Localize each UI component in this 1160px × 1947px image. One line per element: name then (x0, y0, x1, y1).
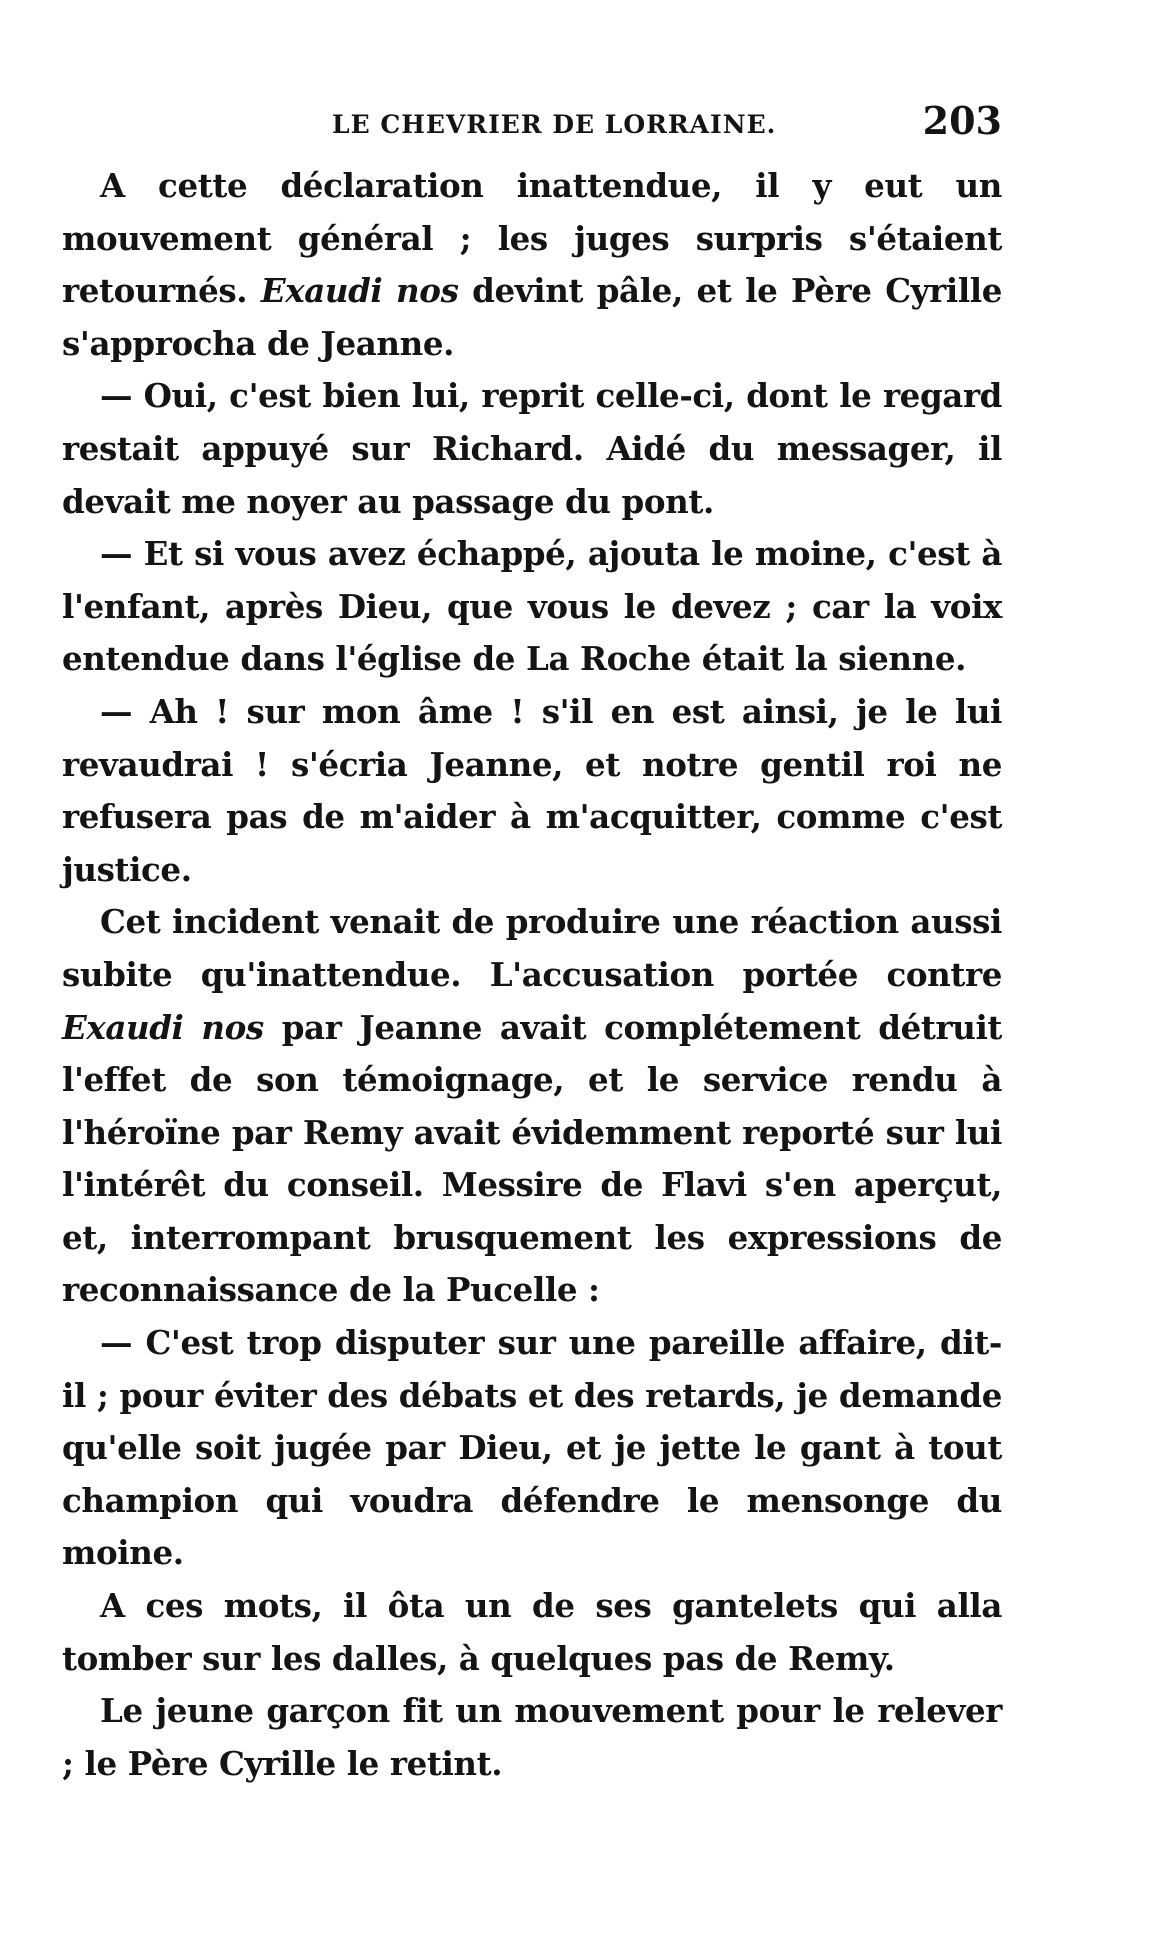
paragraph-5-text-a: Cet incident venait de produire une réaction aussi subite qu'inattendue. L'accusation portée contre (62, 902, 1002, 994)
page-number: 203 (922, 98, 1002, 143)
paragraph-2: — Oui, c'est bien lui, reprit celle-ci, dont le regard restait appuyé sur Richard. Aidé du messager, il devait me noyer au passage du pont. (62, 376, 1002, 521)
paragraph-4: — Ah ! sur mon âme ! s'il en est ainsi, je le lui revaudrai ! s'écria Jeanne, et notre gentil roi ne refusera pas de m'aider à m'acquitter, comme c'est justice. (62, 691, 1002, 889)
paragraph-3: — Et si vous avez échappé, ajouta le moine, c'est à l'enfant, après Dieu, que vous le devez ; car la voix entendue dans l'église de La Roche était la sienne. (62, 534, 1002, 679)
paragraph-7: A ces mots, il ôta un de ses gantelets qui alla tomber sur les dalles, à quelques pas de Remy. (62, 1586, 1002, 1678)
paragraph-5-italic-name: Exaudi nos (62, 1007, 264, 1047)
paragraph-1 (62, 160, 1002, 370)
paragraph-8: Le jeune garçon fit un mouvement pour le relever ; le Père Cyrille le retint. (62, 1691, 1002, 1783)
body-text (62, 160, 1002, 1790)
paragraph-1-text-a: A cette déclaration inattendue, il y eut un mouvement général ; les juges surpris s'étaient retournés. (62, 166, 1002, 311)
running-head (62, 96, 1002, 146)
paragraph-6: — C'est trop disputer sur une pareille affaire, dit-il ; pour éviter des débats et des retards, je demande qu'elle soit jugée par Dieu, et je jette le gant à tout champion qui voudra défendre le mensonge du moine. (62, 1323, 1002, 1573)
book-page (62, 96, 1002, 1896)
paragraph-5-text-b: par Jeanne avait complétement détruit l'effet de son témoignage, et le service rendu à l'héroïne par Remy avait évidemment reporté sur lui l'intérêt du conseil. Messire de Flavi s'en aperçut, et, interrompant brusquement les expressions de reconnaissance de la Pucelle : (62, 1007, 1003, 1310)
paragraph-5 (62, 896, 1002, 1317)
paragraph-1-text-b: devint pâle, et le Père Cyrille s'approcha de Jeanne. (62, 271, 1002, 363)
running-title: LE CHEVRIER DE LORRAINE. (332, 110, 777, 139)
paragraph-1-italic-name: Exaudi nos (260, 271, 459, 311)
